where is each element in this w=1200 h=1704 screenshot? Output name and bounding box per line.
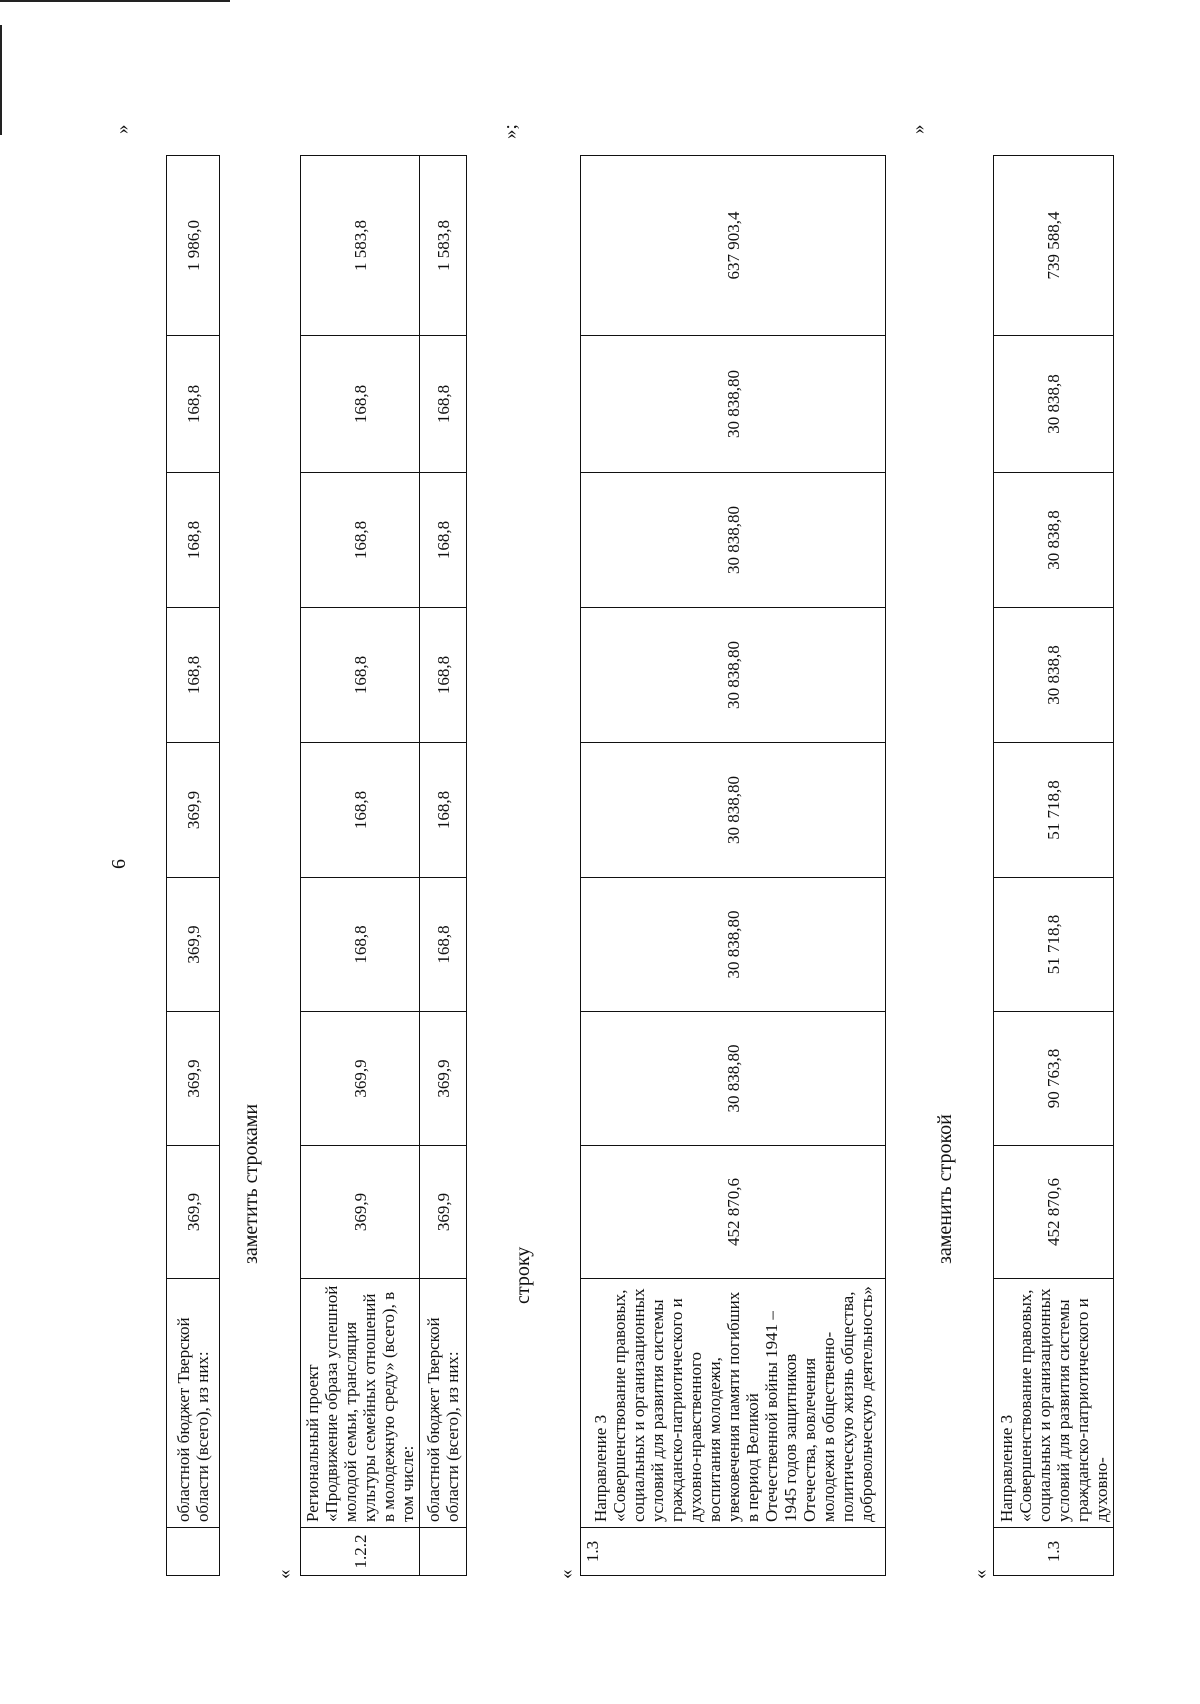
row-index: 1.2.2 bbox=[301, 1528, 420, 1576]
value-cell: 1 583,8 bbox=[301, 156, 420, 336]
value-cell: 369,9 bbox=[167, 1146, 220, 1279]
instruction-replace-with-row: заменить строкой bbox=[934, 1114, 956, 1264]
value-cell: 452 870,6 bbox=[581, 1146, 886, 1279]
budget-table-3 bbox=[580, 155, 886, 1576]
value-cell: 168,8 bbox=[301, 473, 420, 608]
opening-quote-3: « bbox=[970, 1569, 991, 1579]
value-cell: 369,9 bbox=[420, 1146, 467, 1279]
value-cell: 1 583,8 bbox=[420, 156, 467, 336]
row-index: 1.3 bbox=[994, 1528, 1114, 1576]
table-row bbox=[994, 156, 1114, 1576]
value-cell: 369,9 bbox=[167, 1012, 220, 1146]
page-number: 6 bbox=[108, 859, 130, 869]
value-cell: 1 986,0 bbox=[167, 156, 220, 336]
value-cell: 30 838,80 bbox=[581, 743, 886, 878]
table-row bbox=[167, 156, 220, 1576]
value-cell: 30 838,80 bbox=[581, 608, 886, 743]
value-cell: 51 718,8 bbox=[994, 878, 1114, 1012]
value-cell: 30 838,80 bbox=[581, 878, 886, 1012]
closing-quote-3: » bbox=[908, 124, 929, 134]
opening-quote-2: « bbox=[556, 1569, 577, 1579]
value-cell: 369,9 bbox=[167, 743, 220, 878]
value-cell: 30 838,80 bbox=[581, 473, 886, 608]
value-cell: 637 903,4 bbox=[581, 156, 886, 336]
value-cell: 30 838,80 bbox=[581, 1012, 886, 1146]
value-cell: 168,8 bbox=[420, 336, 467, 473]
value-cell: 369,9 bbox=[420, 1012, 467, 1146]
value-cell: 30 838,80 bbox=[581, 336, 886, 473]
row-name: Направление 3 «Совершенствование правовых, социальных и организационных условий для развития системы гражданско-патриотического и духовно-нравственного воспитания молодежи, увековечения памяти погибших в период Великой Отечественной войны 1941 – 1945 годов защитников Отечества, вовлечения молодежи в общественно-политическую жизнь общества, добровольческую деятельность» bbox=[581, 1279, 886, 1528]
budget-table-1 bbox=[166, 155, 220, 1576]
value-cell: 168,8 bbox=[420, 878, 467, 1012]
value-cell: 369,9 bbox=[167, 878, 220, 1012]
instruction-row: строку bbox=[512, 1246, 534, 1304]
opening-quote-1: « bbox=[274, 1569, 295, 1579]
value-cell: 51 718,8 bbox=[994, 743, 1114, 878]
table-row bbox=[301, 156, 420, 1576]
value-cell: 168,8 bbox=[420, 743, 467, 878]
value-cell: 168,8 bbox=[420, 473, 467, 608]
row-name: Региональный проект «Продвижение образа успешной молодой семьи, трансляция культуры семейных отношений в молодежную среду» (всего), в том числе: bbox=[301, 1279, 420, 1528]
table-row bbox=[420, 156, 467, 1576]
value-cell: 90 763,8 bbox=[994, 1012, 1114, 1146]
row-name: Направление 3 «Совершенствование правовых, социальных и организационных условий для развития системы гражданско-патриотического и духовно- bbox=[994, 1279, 1114, 1528]
value-cell: 30 838,8 bbox=[994, 608, 1114, 743]
row-name: областной бюджет Тверской области (всего), из них: bbox=[167, 1279, 220, 1528]
table-row bbox=[581, 156, 886, 1576]
value-cell: 168,8 bbox=[420, 608, 467, 743]
row-index bbox=[167, 1528, 220, 1576]
value-cell: 168,8 bbox=[167, 608, 220, 743]
value-cell: 369,9 bbox=[301, 1146, 420, 1279]
value-cell: 168,8 bbox=[301, 878, 420, 1012]
value-cell: 168,8 bbox=[301, 608, 420, 743]
value-cell: 739 588,4 bbox=[994, 156, 1114, 336]
budget-table-4 bbox=[993, 155, 1114, 1576]
value-cell: 30 838,8 bbox=[994, 473, 1114, 608]
closing-quote-1: » bbox=[112, 124, 133, 134]
value-cell: 369,9 bbox=[301, 1012, 420, 1146]
instruction-replace-with-rows: заметить строками bbox=[240, 1103, 262, 1264]
budget-table-2 bbox=[300, 155, 467, 1576]
value-cell: 168,8 bbox=[167, 473, 220, 608]
row-index: 1.3 bbox=[581, 1528, 886, 1576]
value-cell: 168,8 bbox=[167, 336, 220, 473]
value-cell: 168,8 bbox=[301, 743, 420, 878]
row-name: областной бюджет Тверской области (всего), из них: bbox=[420, 1279, 467, 1528]
value-cell: 30 838,8 bbox=[994, 336, 1114, 473]
closing-quote-2: »; bbox=[500, 124, 521, 139]
value-cell: 452 870,6 bbox=[994, 1146, 1114, 1279]
row-index bbox=[420, 1528, 467, 1576]
value-cell: 168,8 bbox=[301, 336, 420, 473]
